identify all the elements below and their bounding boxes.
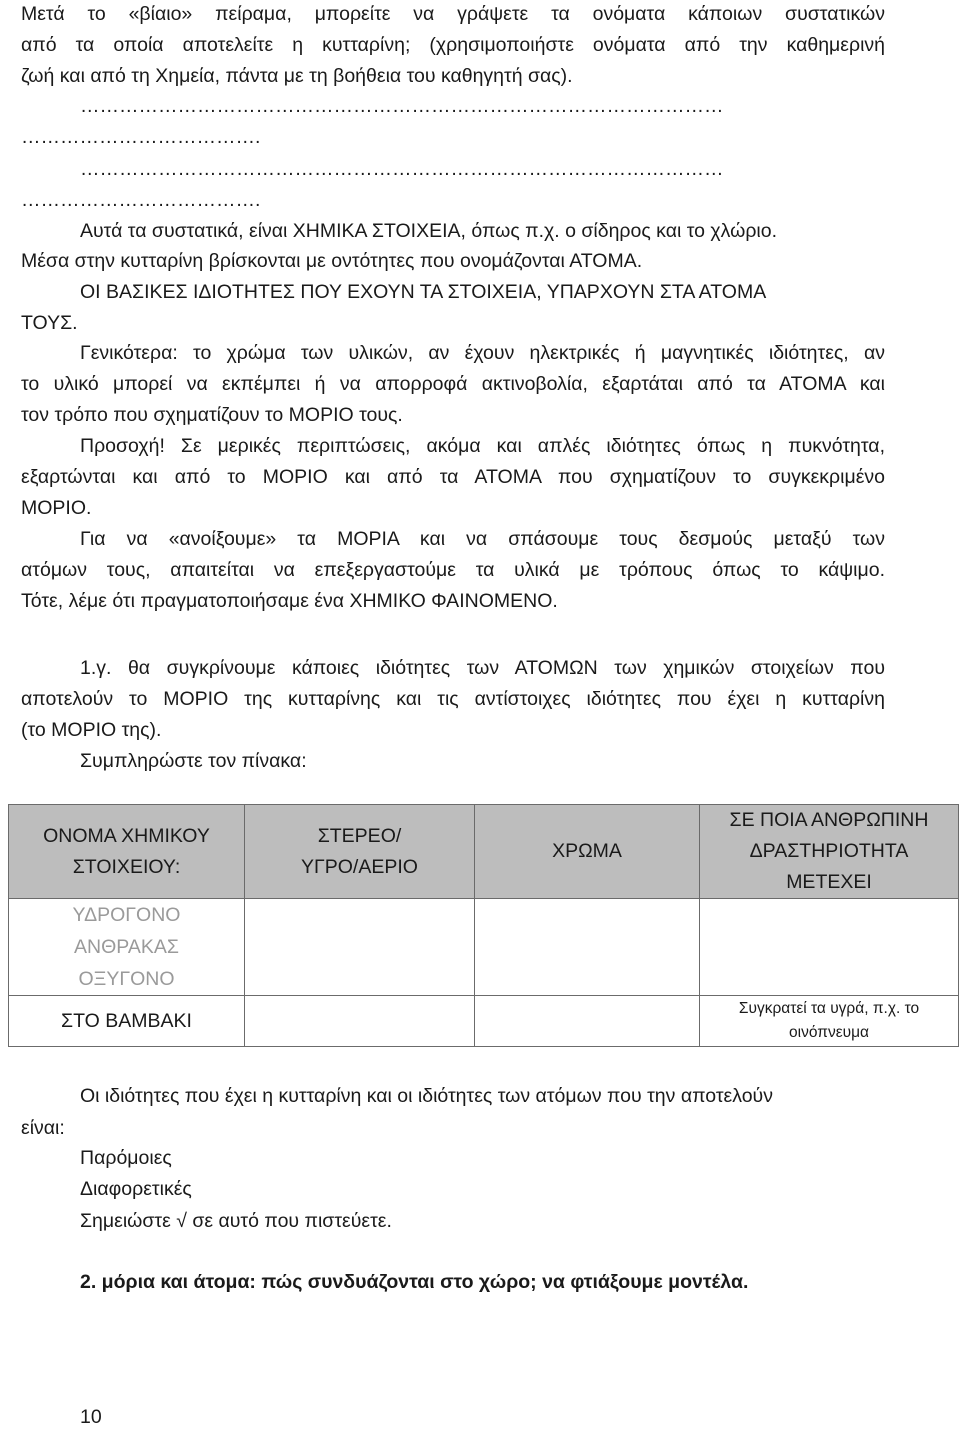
state-answer-cell[interactable] xyxy=(245,899,475,996)
answer-dots-4[interactable]: ………………………………. xyxy=(21,189,261,211)
comparison-line-1: Οι ιδιότητες που έχει η κυτταρίνη και οι ιδιότητες των ατόμων που την αποτελούν xyxy=(80,1085,773,1107)
table-row-elements xyxy=(9,899,959,996)
section-1g-line-1: 1.γ. θα συγκρίνουμε κάποιες ιδιότητες των ΑΤΟΜΩΝ των χημικών στοιχείων που xyxy=(80,657,885,679)
checkmark-instruction: Σημειώστε √ σε αυτό που πιστεύετε. xyxy=(80,1210,392,1232)
section-2-heading: 2. μόρια και άτομα: πώς συνδυάζονται στο χώρο; να φτιάξουμε μοντέλα. xyxy=(80,1271,749,1293)
option-different[interactable]: Διαφορετικές xyxy=(80,1178,192,1200)
cotton-state-cell[interactable] xyxy=(245,996,475,1047)
section-1g-line-2: αποτελούν το ΜΟΡΙΟ της κυτταρίνης και τις αντίστοιχες ιδιότητες που έχει η κυτταρίνη xyxy=(21,688,885,710)
table-instruction: Συμπληρώστε τον πίνακα: xyxy=(80,750,307,772)
element-oxygen: ΟΞΥΓΟΝΟ xyxy=(78,968,175,990)
para-general-line-2: το υλικό μπορεί να εκπέμπει ή να απορροφά ακτινοβολία, εξαρτάται από τα ΑΤΟΜΑ και xyxy=(21,373,885,395)
comparison-line-2: είναι: xyxy=(21,1117,65,1139)
para-properties-line-1: ΟΙ ΒΑΣΙΚΕΣ ΙΔΙΟΤΗΤΕΣ ΠΟΥ ΕΧΟΥΝ ΤΑ ΣΤΟΙΧΕΙΑ, ΥΠΑΡΧΟΥΝ ΣΤΑ ΑΤΟΜΑ xyxy=(80,281,767,303)
para-phenomenon-line-1: Για να «ανοίξουμε» τα ΜΟΡΙΑ και να σπάσουμε τους δεσμούς μεταξύ των xyxy=(80,528,885,550)
para-caution-line-3: ΜΟΡΙΟ. xyxy=(21,497,92,519)
activity-answer-cell[interactable] xyxy=(700,899,959,996)
comparison-table xyxy=(8,804,959,1047)
answer-dots-2[interactable]: ………………………………. xyxy=(21,126,261,148)
para-general-line-3: τον τρόπο που σχηματίζουν το ΜΟΡΙΟ τους. xyxy=(21,404,403,426)
para-phenomenon-line-3: Τότε, λέμε ότι πραγματοποιήσαμε ένα ΧΗΜΙΚΟ ΦΑΙΝΟΜΕΝΟ. xyxy=(21,590,558,612)
element-carbon: ΑΝΘΡΑΚΑΣ xyxy=(74,936,179,958)
intro-line-2: από τα οποία αποτελείτε η κυτταρίνη; (χρησιμοποιήστε ονόματα από την καθημερινή xyxy=(21,34,885,56)
para-caution-line-2: εξαρτώνται και από το ΜΟΡΙΟ και από τα ΑΤΟΜΑ που σχηματίζουν το συγκεκριμένο xyxy=(21,466,885,488)
table-header-row xyxy=(9,805,959,899)
header-color: ΧΡΩΜΑ xyxy=(475,805,700,899)
header-state: ΣΤΕΡΕΟ/ ΥΓΡΟ/ΑΕΡΙΟ xyxy=(245,805,475,899)
table-row-cotton xyxy=(9,996,959,1047)
color-answer-cell[interactable] xyxy=(475,899,700,996)
intro-line-1: Μετά το «βίαιο» πείραμα, μπορείτε να γράψετε τα ονόματα κάποιων συστατικών xyxy=(21,3,885,25)
para-general-line-1: Γενικότερα: το χρώμα των υλικών, αν έχουν ηλεκτρικές ή μαγνητικές ιδιότητες, αν xyxy=(80,342,885,364)
para-caution-line-1: Προσοχή! Σε μερικές περιπτώσεις, ακόμα και απλές ιδιότητες όπως η πυκνότητα, xyxy=(80,435,885,457)
header-element-name: ΟΝΟΜΑ ΧΗΜΙΚΟΥ ΣΤΟΙΧΕΙΟΥ: xyxy=(9,805,245,899)
cotton-color-cell[interactable] xyxy=(475,996,700,1047)
elements-cell xyxy=(9,899,245,996)
page-number: 10 xyxy=(80,1406,102,1428)
para-elements-line-1: Αυτά τα συστατικά, είναι ΧΗΜΙΚΑ ΣΤΟΙΧΕΙΑ, όπως π.χ. ο σίδηρος και το χλώριο. xyxy=(80,220,778,242)
para-elements-line-2: Μέσα στην κυτταρίνη βρίσκονται με οντότητες που ονομάζονται ΑΤΟΜΑ. xyxy=(21,250,643,272)
header-activity: ΣΕ ΠΟΙΑ ΑΝΘΡΩΠΙΝΗ ΔΡΑΣΤΗΡΙΟΤΗΤΑ ΜΕΤΕΧΕΙ xyxy=(700,805,959,899)
intro-line-3: ζωή και από τη Χημεία, πάντα με τη βοήθεια του καθηγητή σας). xyxy=(21,65,573,87)
answer-dots-1[interactable]: ……………………………………………………………………………………… xyxy=(80,95,724,117)
para-phenomenon-line-2: ατόμων τους, απαιτείται να επεξεργαστούμε τα υλικά με τρόπους όπως το κάψιμο. xyxy=(21,559,885,581)
element-hydrogen: ΥΔΡΟΓΟΝΟ xyxy=(72,904,181,926)
para-properties-line-2: ΤΟΥΣ. xyxy=(21,312,78,334)
section-1g-line-3: (το ΜΟΡΙΟ της). xyxy=(21,719,162,741)
cotton-label: ΣΤΟ ΒΑΜΒΑΚΙ xyxy=(9,996,245,1047)
option-similar[interactable]: Παρόμοιες xyxy=(80,1147,172,1169)
cotton-activity-cell: Συγκρατεί τα υγρά, π.χ. το οινόπνευμα xyxy=(700,996,959,1047)
answer-dots-3[interactable]: ……………………………………………………………………………………… xyxy=(80,158,724,180)
